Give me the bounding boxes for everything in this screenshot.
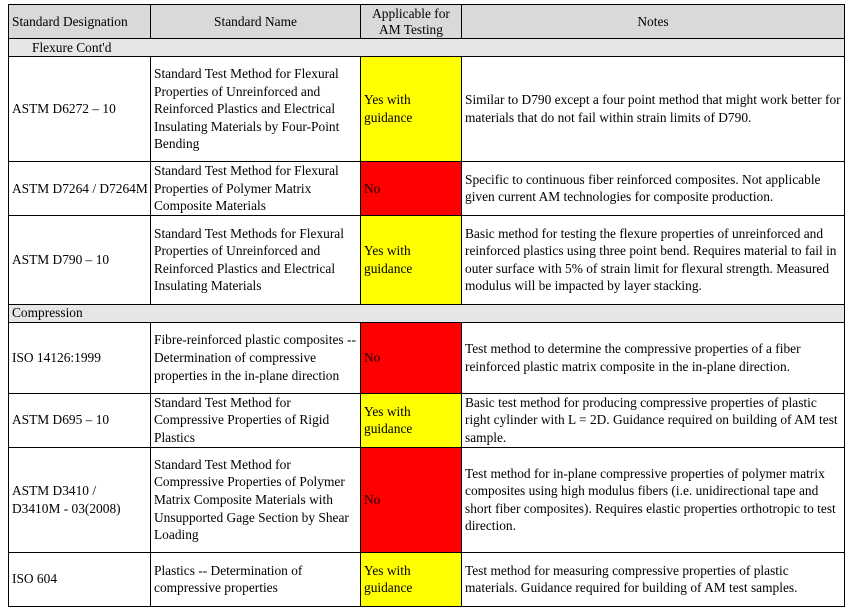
applicable-cell: Yes with guidance: [361, 215, 462, 304]
notes-cell: Similar to D790 except a four point method that might work better for materials that do not fail within strain limits of D790.: [462, 57, 845, 162]
standard-name-cell: Standard Test Method for Flexural Properties of Unreinforced and Reinforced Plastics and Electrical Insulating Materials by Four-Point Bending: [151, 57, 361, 162]
table-row: [9, 447, 845, 552]
designation-cell: ASTM D695 – 10: [9, 393, 151, 447]
notes-cell: Test method for measuring compressive properties of plastic materials. Guidance required for building of AM test samples.: [462, 552, 845, 606]
section-title: Compression: [12, 305, 83, 321]
applicable-cell: Yes with guidance: [361, 552, 462, 606]
standard-name-cell: Standard Test Methods for Flexural Properties of Unreinforced and Reinforced Plastics and Electrical Insulating Materials: [151, 215, 361, 304]
standards-table: [8, 4, 845, 607]
header-name: Standard Name: [151, 5, 361, 39]
notes-cell: Basic test method for producing compressive properties of plastic right cylinder with L = 2D. Guidance required on building of AM test sample.: [462, 393, 845, 447]
applicable-cell: Yes with guidance: [361, 57, 462, 162]
designation-cell: ASTM D7264 / D7264M: [9, 162, 151, 216]
standard-name-cell: Fibre-reinforced plastic composites -- Determination of compressive properties in the in-plane direction: [151, 322, 361, 393]
notes-cell: Basic method for testing the flexure properties of unreinforced and reinforced plastics using three point bend. Requires material to fail in outer surface with 5% of strain limit for flexural strength. Measured modulus will be impacted by layer stacking.: [462, 215, 845, 304]
header-row: [9, 5, 845, 39]
applicable-cell: No: [361, 162, 462, 216]
section-row-flexure: [9, 39, 845, 57]
designation-cell: ISO 604: [9, 552, 151, 606]
applicable-cell: No: [361, 447, 462, 552]
header-designation: Standard Designation: [9, 5, 151, 39]
table-row: [9, 552, 845, 606]
table-row: [9, 162, 845, 216]
applicable-cell: No: [361, 322, 462, 393]
header-notes: Notes: [462, 5, 845, 39]
applicable-cell: Yes with guidance: [361, 393, 462, 447]
table-row: [9, 57, 845, 162]
designation-cell: ASTM D6272 – 10: [9, 57, 151, 162]
standard-name-cell: Standard Test Method for Compressive Properties of Rigid Plastics: [151, 393, 361, 447]
notes-cell: Specific to continuous fiber reinforced composites. Not applicable given current AM technologies for composite production.: [462, 162, 845, 216]
header-applicable: Applicable for AM Testing: [361, 5, 462, 39]
section-row-compression: [9, 304, 845, 322]
designation-cell: ASTM D3410 / D3410M - 03(2008): [9, 447, 151, 552]
table-row: [9, 393, 845, 447]
standard-name-cell: Standard Test Method for Compressive Properties of Polymer Matrix Composite Materials with Unsupported Gage Section by Shear Loading: [151, 447, 361, 552]
designation-cell: ISO 14126:1999: [9, 322, 151, 393]
table-row: [9, 322, 845, 393]
notes-cell: Test method for in-plane compressive properties of polymer matrix composites using high modulus fibers (i.e. unidirectional tape and short fiber composites). Requires elastic properties orthotropic to test direction.: [462, 447, 845, 552]
designation-cell: ASTM D790 – 10: [9, 215, 151, 304]
table-row: [9, 215, 845, 304]
standard-name-cell: Standard Test Method for Flexural Properties of Polymer Matrix Composite Materials: [151, 162, 361, 216]
notes-cell: Test method to determine the compressive properties of a fiber reinforced plastic matrix composite in the in-plane direction.: [462, 322, 845, 393]
section-title: Flexure Cont'd: [32, 39, 112, 55]
standard-name-cell: Plastics -- Determination of compressive properties: [151, 552, 361, 606]
